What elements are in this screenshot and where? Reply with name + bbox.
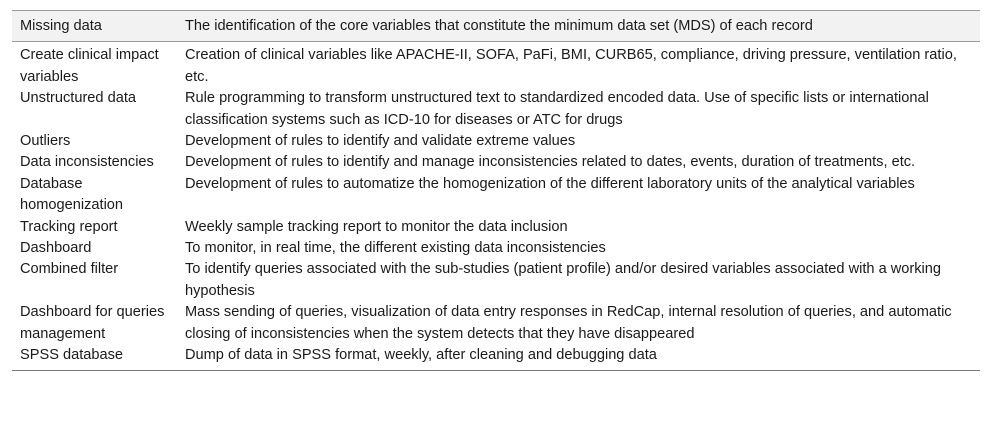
table-row xyxy=(12,174,980,217)
table-row xyxy=(12,259,980,302)
row-name-cell: Dashboard for queries management xyxy=(20,304,165,342)
row-description-cell: Development of rules to automatize the homogenization of the different laboratory units of the analytical variables xyxy=(185,175,915,192)
row-description-cell: Dump of data in SPSS format, weekly, after cleaning and debugging data xyxy=(185,347,657,364)
table-row xyxy=(12,217,980,238)
table-body xyxy=(12,42,980,370)
table-row xyxy=(12,152,980,173)
row-description-cell: Weekly sample tracking report to monitor the data inclusion xyxy=(185,218,568,235)
row-name-cell: Outliers xyxy=(20,133,71,150)
row-description-cell: Development of rules to identify and manage inconsistencies related to dates, events, duration of treatments, etc. xyxy=(185,154,916,171)
row-description-cell: Creation of clinical variables like APACHE-II, SOFA, PaFi, BMI, CURB65, compliance, driving pressure, ventilation ratio, etc. xyxy=(185,47,957,85)
table-row xyxy=(12,88,980,131)
table-row xyxy=(12,238,980,259)
header-row xyxy=(12,11,980,42)
row-name-cell: Database homogenization xyxy=(20,175,124,214)
row-name-cell: Data inconsistencies xyxy=(20,154,154,171)
row-name-cell: Dashboard xyxy=(20,240,92,257)
data-table-container xyxy=(12,10,980,371)
table-header xyxy=(12,11,980,42)
row-name-cell: SPSS database xyxy=(20,347,124,364)
data-processing-table xyxy=(12,10,980,371)
row-description-cell: To identify queries associated with the sub-studies (patient profile) and/or desired variables associated with a working hypothesis xyxy=(185,261,942,299)
row-name-cell: Unstructured data xyxy=(20,90,137,107)
row-description-cell: Development of rules to identify and validate extreme values xyxy=(185,133,576,150)
table-row xyxy=(12,302,980,345)
table-row xyxy=(12,42,980,88)
row-name-cell: Tracking report xyxy=(20,218,118,235)
table-row xyxy=(12,345,980,370)
row-description-cell: Mass sending of queries, visualization of data entry responses in RedCap, internal resolution of queries, and automatic closing of inconsistencies when the system detects that they have disappeared xyxy=(185,304,952,342)
header-cell-mds-identification: The identification of the core variables that constitute the minimum data set (MDS) of each record xyxy=(185,18,813,34)
row-name-cell: Combined filter xyxy=(20,261,119,278)
table-row xyxy=(12,131,980,152)
row-name-cell: Create clinical impact variables xyxy=(20,47,159,85)
row-description-cell: Rule programming to transform unstructured text to standardized encoded data. Use of specific lists or international classification systems such as ICD-10 for diseases or ATC for drugs xyxy=(185,90,929,128)
row-description-cell: To monitor, in real time, the different existing data inconsistencies xyxy=(185,240,606,257)
header-cell-missing-data: Missing data xyxy=(20,18,102,34)
